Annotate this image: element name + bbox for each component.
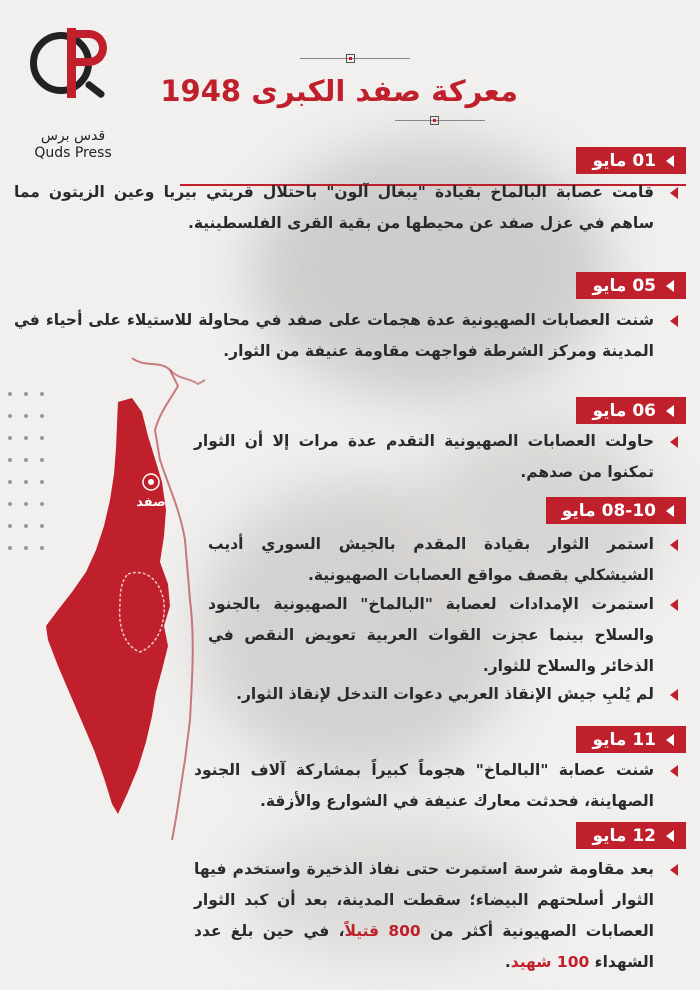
bullet-text: استمر الثوار بقيادة المقدم بالجيش السوري أديب الشيشكلي بقصف مواقع العصابات الصهيونية.	[208, 535, 654, 584]
bullet-text: لم يُلبِ جيش الإنقاذ العربي دعوات التدخل لإنقاذ الثوار.	[236, 685, 654, 703]
entry-bullet	[194, 854, 678, 978]
bullet-arrow-icon	[670, 599, 678, 611]
entry-bullet	[14, 305, 678, 367]
entry-date: 12 مايو	[592, 825, 656, 846]
logo-name-arabic: قدس برس	[40, 128, 106, 144]
entry-bullet	[208, 589, 678, 682]
entry-bullet	[194, 755, 678, 817]
arrow-left-icon	[666, 405, 674, 417]
entry-date: 05 مايو	[592, 275, 656, 296]
page-title: معركة صفد الكبرى 1948	[160, 74, 518, 108]
martyrs-count: 100 شهيد	[510, 953, 590, 971]
bullet-arrow-icon	[670, 864, 678, 876]
entry-bullet	[208, 529, 678, 591]
entry-bullet	[208, 679, 678, 710]
entry-date-header	[576, 726, 686, 753]
arrow-left-icon	[666, 505, 674, 517]
bullet-arrow-icon	[670, 689, 678, 701]
quds-press-logo	[30, 28, 116, 161]
bullet-text: شنت عصابة "البالماخ" هجوماً كبيراً بمشاركة آلاف الجنود الصهاينة، فحدثت معارك عنيفة في الشوارع والأزقة.	[194, 761, 654, 810]
bullet-text-part: ، في حين بلغ عدد الشهداء	[194, 922, 654, 971]
bullet-text: حاولت العصابات الصهيونية التقدم عدة مرات إلا أن الثوار تمكنوا من صدهم.	[194, 432, 654, 481]
arrow-left-icon	[666, 830, 674, 842]
bullet-text-part: بعد مقاومة شرسة استمرت حتى نفاذ الذخيرة واستخدم فيها الثوار أسلحتهم البيضاء؛ سقطت المدينة، بعد أن كبد الثوار العصابات الصهيونية أكثر من	[194, 860, 654, 940]
entry-date-header	[576, 822, 686, 849]
bullet-text: استمرت الإمدادات لعصابة "البالماخ" الصهيونية بالجنود والسلاح بينما عجزت القوات العربية تعويض النقص في الذخائر والسلاح للثوار.	[208, 595, 654, 675]
title-bottom-marker-icon	[430, 116, 439, 125]
entry-date: 11 مايو	[592, 729, 656, 750]
bullet-text: قامت عصابة البالماخ بقيادة "يبغال آلون" باحتلال قريتي بيريا وعين الزيتون مما ساهم في عزل صفد عن محيطها من بقية القرى الفلسطينية.	[14, 183, 654, 232]
title-top-rule	[300, 58, 410, 59]
entry-date-header	[576, 272, 686, 299]
bullet-text: شنت العصابات الصهيونية عدة هجمات على صفد في محاولة للاستيلاء على أحياء في المدينة ومركز الشرطة فواجهت مقاومة عنيفة من الثوار.	[14, 311, 654, 360]
entry-bullet	[14, 177, 678, 239]
title-bottom-rule	[395, 120, 485, 121]
bullet-text-part: .	[504, 953, 511, 971]
bullet-text	[194, 854, 678, 978]
logo-name-english: Quds Press	[34, 145, 112, 161]
title-top-marker-icon	[346, 54, 355, 63]
entry-date-header	[546, 497, 686, 524]
entry-date: 06 مايو	[592, 400, 656, 421]
palestine-map	[20, 340, 220, 860]
entry-date: 01 مايو	[592, 150, 656, 171]
arrow-left-icon	[666, 734, 674, 746]
palestine-shape	[46, 398, 170, 814]
bullet-arrow-icon	[670, 187, 678, 199]
logo-mark-icon	[30, 28, 116, 110]
arrow-left-icon	[666, 155, 674, 167]
bullet-arrow-icon	[670, 765, 678, 777]
bullet-arrow-icon	[670, 436, 678, 448]
bullet-arrow-icon	[670, 315, 678, 327]
arrow-left-icon	[666, 280, 674, 292]
entry-date-header	[576, 397, 686, 424]
entry-bullet	[194, 426, 678, 488]
entry-date-header	[576, 147, 686, 174]
map-city-label: صفد	[136, 495, 166, 510]
entry-date: 08-10 مايو	[561, 500, 656, 521]
bullet-arrow-icon	[670, 539, 678, 551]
killed-count: 800 قتيلاً	[344, 922, 421, 940]
